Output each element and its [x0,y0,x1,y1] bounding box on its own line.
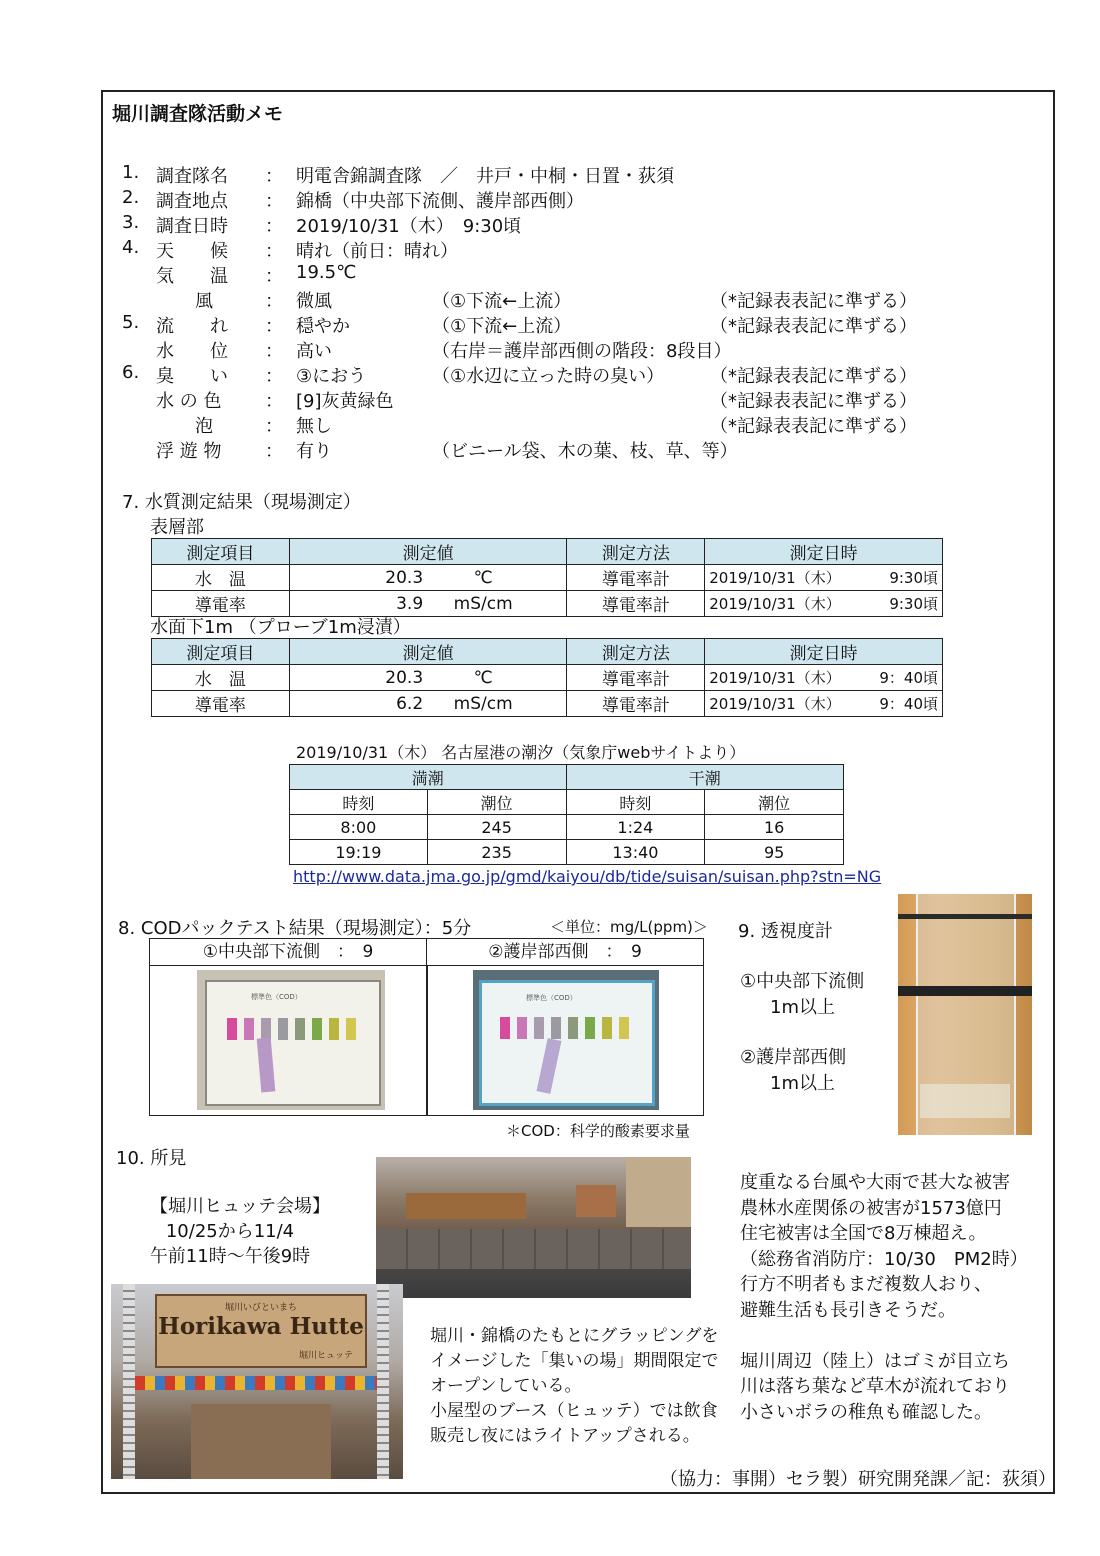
tide-cell: 13:40 [566,840,705,865]
memo-label: 気 温 [156,266,228,287]
cell-date [705,565,943,591]
memo-colon: ： [265,241,283,262]
value-number: 3.9 [396,593,424,614]
header-date: 測定日時 [705,539,943,565]
memo-ref: （*記録表表記に準ずる） [710,391,917,412]
color-swatch [227,1018,237,1040]
header-value: 測定値 [289,539,567,565]
color-swatch [602,1017,612,1039]
color-swatch [346,1018,356,1040]
color-swatch [517,1017,527,1039]
header-method: 測定方法 [567,539,705,565]
cod-card-label: 標準色（COD） [251,993,302,1001]
memo-value: 穏やか [296,316,350,337]
memo-num: 1. [122,162,140,183]
memo-label: 流 れ [156,316,228,337]
pack-tube [537,1038,562,1094]
section9-p2-value: 1m以上 [770,1073,835,1094]
finding-line: 農林水産関係の被害が1573億円 [740,1197,1002,1219]
caption-line: 販売し夜にはライトアップされる。 [430,1426,700,1446]
date-text: 2019/10/31（木） [709,669,841,687]
cell-item: 導電率 [152,691,290,717]
stairs [191,1404,331,1479]
cod-right-photo [473,970,659,1110]
surface-label: 表層部 [150,517,204,538]
memo-note: （右岸＝護岸部西側の階段：8段目） [432,341,732,362]
header-date: 測定日時 [705,639,943,665]
section9-p2-label: ②護岸部西側 [740,1047,847,1068]
tide-subheader: 潮位 [705,790,844,815]
depth-label: 水面下1m （プローブ1m浸漬） [150,617,411,638]
color-swatch [500,1017,510,1039]
cell-date [705,691,943,717]
hutte-sign-photo [111,1284,403,1479]
header-item: 測定項目 [152,639,290,665]
hut [576,1185,616,1217]
sign-sub-text: 堀川ヒュッテ [298,1351,353,1361]
memo-colon: ： [265,266,283,287]
wooden-sign [155,1294,367,1368]
caption-line: オープンしている。 [430,1376,582,1396]
memo-value: 微風 [296,291,332,312]
caption-line: 堀川・錦橋のたもとにグラッピングを [430,1326,719,1346]
memo-note: （ビニール袋、木の葉、枝、草、等） [432,441,738,462]
memo-label: 調査日時 [156,216,228,237]
truss-right [377,1284,389,1479]
memo-label: 天 候 [156,241,228,262]
section10-title: 10. 所見 [116,1148,187,1169]
color-swatch [295,1018,305,1040]
memo-value: 有り [296,441,332,462]
tide-low-header: 干潮 [566,765,844,790]
value-unit: ℃ [473,667,493,688]
value-number: 6.2 [396,693,424,714]
pack-tube [257,1037,276,1092]
tide-title: 2019/10/31（木） 名古屋港の潮汐（気象庁webサイトより） [296,743,746,762]
section9-p1-label: ①中央部下流側 [740,971,865,992]
memo-num: 2. [122,187,140,208]
value-unit: ℃ [473,567,493,588]
memo-note: （①下流←上流） [432,316,572,337]
tide-source-link[interactable]: http://www.data.jma.go.jp/gmd/kaiyou/db/tide/suisan/suisan.php?stn=NG [293,867,882,886]
time-text: 9:30頃 [889,569,938,587]
cell-item: 水 温 [152,665,290,691]
memo-label: 臭 い [156,366,228,387]
section8-title: 8. CODパックテスト結果（現場測定）：5分 [118,918,472,939]
memo-colon: ： [265,391,283,412]
memo-note: （①水辺に立った時の臭い） [432,366,665,387]
memo-num: 6. [122,362,140,383]
section7-title: 7. 水質測定結果（現場測定） [122,492,361,513]
stone-wall [376,1229,691,1269]
table-row [152,691,943,717]
memo-label: 調査地点 [156,191,228,212]
tide-subheader: 潮位 [427,790,566,815]
memo-note: （①下流←上流） [432,291,572,312]
memo-value: 晴れ（前日：晴れ） [296,241,458,262]
value-unit: mS/cm [453,693,513,714]
memo-colon: ： [265,341,283,362]
finding-line: （総務省消防庁：10/30 PM2時） [740,1248,1028,1270]
cell-method: 導電率計 [567,691,705,717]
finding-line: 堀川周辺（陸上）はゴミが目立ち [740,1350,1010,1372]
venue-hours: 午前11時～午後9時 [149,1246,311,1267]
caption-line: 小屋型のブース（ヒュッテ）では飲食 [430,1401,718,1421]
finding-line: 行方不明者もまだ複数人おり、 [740,1274,992,1295]
tide-cell: 95 [705,840,844,865]
color-swatch [534,1017,544,1039]
cod-left-photo [197,970,385,1110]
memo-num: 3. [122,212,140,233]
finding-line: 小さいボラの稚魚も確認した。 [740,1401,992,1423]
cell-item: 導電率 [152,591,290,617]
cell-method: 導電率計 [567,665,705,691]
memo-value: 明電舎錦調査隊 ／ 井戸・中桐・日置・荻須 [296,166,674,187]
cell-value [289,565,567,591]
memo-num: 5. [122,312,140,333]
bunting [135,1376,377,1390]
memo-colon: ： [265,191,283,212]
cell-method: 導電率計 [567,591,705,617]
tide-cell: 235 [427,840,566,865]
memo-ref: （*記録表表記に準ずる） [710,291,917,312]
meter-base [920,1084,1010,1118]
memo-colon: ： [265,441,283,462]
memo-colon: ： [265,291,283,312]
cod-divider [426,965,428,1115]
finding-line: 度重なる台風や大雨で甚大な被害 [740,1172,1010,1193]
color-swatch [278,1018,288,1040]
depth-table [151,638,943,717]
riverside-photo [376,1157,691,1298]
section9-p1-value: 1m以上 [770,997,835,1018]
table-row [152,565,943,591]
time-text: 9：40頃 [879,695,938,713]
memo-ref: （*記録表表記に準ずる） [710,316,917,337]
transparency-meter-photo [898,894,1032,1135]
color-swatch [619,1017,629,1039]
cell-date [705,591,943,617]
cod-card [479,980,655,1106]
memo-colon: ： [265,166,283,187]
cell-value [289,691,567,717]
memo-value: 2019/10/31（木） 9:30頃 [296,216,522,237]
color-swatch [585,1017,595,1039]
time-text: 9:30頃 [889,595,938,613]
finding-line: 川は落ち葉など草木が流れており [740,1376,1010,1397]
cell-value [289,665,567,691]
date-text: 2019/10/31（木） [709,595,841,613]
deck-structure [406,1193,526,1219]
cell-date [705,665,943,691]
tide-high-header: 満潮 [290,765,567,790]
section9-title: 9. 透視度計 [738,921,833,942]
tide-cell: 245 [427,815,566,840]
memo-label: 風 [195,291,213,312]
meter-clamp [898,986,1032,996]
memo-value: 無し [296,416,332,437]
finding-line: 住宅被害は全国で8万棟超え。 [740,1223,987,1244]
memo-value: ③におう [296,366,367,387]
color-swatch [312,1018,322,1040]
time-text: 9：40頃 [879,669,938,687]
venue-title: 【堀川ヒュッテ会場】 [150,1196,330,1217]
truss-left [123,1284,135,1479]
background-trees [626,1157,691,1227]
cell-method: 導電率計 [567,565,705,591]
color-swatch [551,1017,561,1039]
memo-value: [9]灰黄緑色 [296,391,394,412]
header-method: 測定方法 [567,639,705,665]
memo-num: 4. [122,237,140,258]
cod-left-header: ①中央部下流側 ： 9 [150,939,427,966]
memo-ref: （*記録表表記に準ずる） [710,366,917,387]
memo-label: 調査隊名 [156,166,228,187]
caption-line: イメージした「集いの場」期間限定で [430,1351,719,1371]
memo-label: 水 の 色 [156,391,222,412]
tide-cell: 1:24 [566,815,705,840]
cod-card [205,980,381,1106]
color-swatch [244,1018,254,1040]
date-text: 2019/10/31（木） [709,695,841,713]
cod-card-label: 標準色（COD） [526,994,577,1002]
table-row [290,815,844,840]
tide-subheader: 時刻 [566,790,705,815]
tide-table [289,764,844,865]
finding-line: 避難生活も長引きそうだ。 [740,1299,956,1321]
cell-item: 水 温 [152,565,290,591]
memo-value: 高い [296,341,332,362]
sign-main-text: Horikawa Hutte [158,1313,364,1340]
header-value: 測定値 [289,639,567,665]
memo-value: 19.5℃ [296,262,357,283]
memo-value: 錦橋（中央部下流側、護岸部西側） [296,191,584,212]
footer-credit: （協力：事開）セラ製）研究開発課／記：荻須） [660,1469,1056,1490]
surface-table [151,538,943,617]
value-unit: mS/cm [453,593,513,614]
venue-dates: 10/25から11/4 [165,1221,295,1242]
cod-footnote: ＊COD：科学的酸素要求量 [506,1122,690,1140]
memo-colon: ： [265,316,283,337]
tide-cell: 16 [705,815,844,840]
memo-colon: ： [265,366,283,387]
tide-cell: 8:00 [290,815,428,840]
memo-label: 水 位 [156,341,228,362]
memo-label: 泡 [195,416,213,437]
memo-colon: ： [265,416,283,437]
table-row [290,840,844,865]
page-title: 堀川調査隊活動メモ [112,103,284,125]
header-item: 測定項目 [152,539,290,565]
tide-cell: 19:19 [290,840,428,865]
section8-unit: ＜単位：mg/L(ppm)＞ [550,918,708,936]
tide-subheader: 時刻 [290,790,428,815]
meter-band [898,914,1032,919]
color-swatch [568,1017,578,1039]
date-text: 2019/10/31（木） [709,569,841,587]
memo-ref: （*記録表表記に準ずる） [710,416,917,437]
color-swatch [329,1018,339,1040]
cod-right-header: ②護岸部西側 ： 9 [427,939,703,966]
sign-small-text: 堀川いびといまち [224,1303,297,1313]
memo-colon: ： [265,216,283,237]
value-number: 20.3 [385,667,424,688]
memo-label: 浮 遊 物 [156,441,222,462]
value-number: 20.3 [385,567,424,588]
table-row [152,665,943,691]
